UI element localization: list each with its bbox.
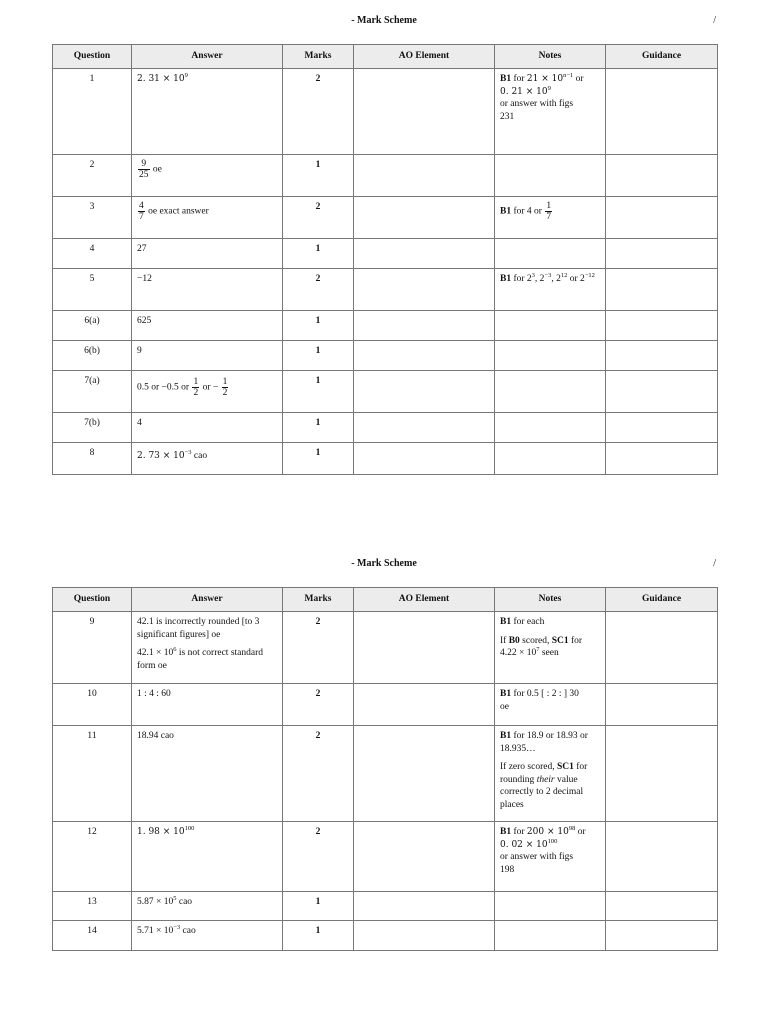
table-row xyxy=(53,155,718,197)
question-cell: 7(a) xyxy=(53,371,132,413)
table-row xyxy=(53,726,718,822)
ao-element-cell xyxy=(354,269,495,311)
marks-cell: 2 xyxy=(283,69,354,155)
marks-cell: 1 xyxy=(283,239,354,269)
table-row xyxy=(53,892,718,921)
answer-cell: 1 : 4 : 60 xyxy=(132,684,283,726)
notes-cell xyxy=(495,921,606,951)
marks-cell: 1 xyxy=(283,371,354,413)
marks-cell: 1 xyxy=(283,921,354,951)
notes-cell: B1 for 18.9 or 18.93 or 18.935… If zero scored, SC1 for rounding their value correctly to 2 decimal places xyxy=(495,726,606,822)
answer-cell: 1. $98 \times 10^{100}$ xyxy=(132,822,283,892)
ao-element-cell xyxy=(354,371,495,413)
ao-element-cell xyxy=(354,612,495,684)
guidance-cell xyxy=(606,341,718,371)
column-header-question: Question xyxy=(53,588,132,612)
column-header-notes: Notes xyxy=(495,45,606,69)
guidance-cell xyxy=(606,371,718,413)
answer-cell: 2. $73 \times 10^{-3}$ cao xyxy=(132,443,283,475)
marks-cell: 2 xyxy=(283,684,354,726)
table-row xyxy=(53,197,718,239)
answer-cell: $\frac{4}{7}$ oe exact answer xyxy=(132,197,283,239)
ao-element-cell xyxy=(354,341,495,371)
notes-cell: B1 for 4 or $\frac{1}{7}$ xyxy=(495,197,606,239)
ao-element-cell xyxy=(354,443,495,475)
question-cell: 12 xyxy=(53,822,132,892)
question-cell: 7(b) xyxy=(53,413,132,443)
ao-element-cell xyxy=(354,239,495,269)
answer-cell: 0.5 or −0.5 or $\frac{1}{2}$ or − $\frac{1}{2}$ xyxy=(132,371,283,413)
notes-cell xyxy=(495,443,606,475)
column-header-ao-element: AO Element xyxy=(354,45,495,69)
answer-cell: 2. $31 \times 10^9$ xyxy=(132,69,283,155)
guidance-cell xyxy=(606,69,718,155)
page-marker: / xyxy=(713,558,716,569)
question-cell: 9 xyxy=(53,612,132,684)
table-row xyxy=(53,311,718,341)
marks-cell: 2 xyxy=(283,726,354,822)
ao-element-cell xyxy=(354,155,495,197)
table-row xyxy=(53,69,718,155)
notes-cell xyxy=(495,155,606,197)
ao-element-cell xyxy=(354,69,495,155)
column-header-notes: Notes xyxy=(495,588,606,612)
notes-cell: B1 for $21 \times 10^{n-1}$ or 0. $21 \times 10^9$ or answer with figs 231 xyxy=(495,69,606,155)
question-cell: 10 xyxy=(53,684,132,726)
table-row xyxy=(53,684,718,726)
question-cell: 3 xyxy=(53,197,132,239)
answer-cell: 4 xyxy=(132,413,283,443)
question-cell: 6(a) xyxy=(53,311,132,341)
notes-cell: B1 for each If B0 scored, SC1 for $4.22 \times 10^7$ seen xyxy=(495,612,606,684)
table-row xyxy=(53,443,718,475)
marks-cell: 1 xyxy=(283,155,354,197)
table-header-row xyxy=(53,588,718,612)
page-title: - Mark Scheme xyxy=(351,558,417,569)
ao-element-cell xyxy=(354,684,495,726)
question-cell: 13 xyxy=(53,892,132,921)
guidance-cell xyxy=(606,413,718,443)
marks-cell: 2 xyxy=(283,269,354,311)
guidance-cell xyxy=(606,239,718,269)
table-row xyxy=(53,822,718,892)
answer-cell: −12 xyxy=(132,269,283,311)
guidance-cell xyxy=(606,311,718,341)
notes-cell: B1 for $2^3$, $2^{-3}$, $2^{12}$ or $2^{-12}$ xyxy=(495,269,606,311)
question-cell: 1 xyxy=(53,69,132,155)
answer-cell: $5.71 \times 10^{-3}$ cao xyxy=(132,921,283,951)
mark-scheme-table xyxy=(52,44,718,475)
table-row xyxy=(53,341,718,371)
column-header-answer: Answer xyxy=(132,588,283,612)
marks-cell: 2 xyxy=(283,822,354,892)
marks-cell: 1 xyxy=(283,892,354,921)
page-header xyxy=(0,15,768,29)
notes-cell xyxy=(495,413,606,443)
notes-cell xyxy=(495,239,606,269)
column-header-answer: Answer xyxy=(132,45,283,69)
marks-cell: 2 xyxy=(283,612,354,684)
mark-scheme-table xyxy=(52,587,718,951)
column-header-question: Question xyxy=(53,45,132,69)
column-header-guidance: Guidance xyxy=(606,45,718,69)
answer-cell: $5.87 \times 10^5$ cao xyxy=(132,892,283,921)
question-cell: 5 xyxy=(53,269,132,311)
guidance-cell xyxy=(606,726,718,822)
page-marker: / xyxy=(713,15,716,26)
column-header-guidance: Guidance xyxy=(606,588,718,612)
guidance-cell xyxy=(606,822,718,892)
ao-element-cell xyxy=(354,311,495,341)
question-cell: 8 xyxy=(53,443,132,475)
table-row xyxy=(53,413,718,443)
ao-element-cell xyxy=(354,197,495,239)
notes-cell xyxy=(495,892,606,921)
ao-element-cell xyxy=(354,413,495,443)
table-header-row xyxy=(53,45,718,69)
question-cell: 11 xyxy=(53,726,132,822)
question-cell: 4 xyxy=(53,239,132,269)
question-cell: 6(b) xyxy=(53,341,132,371)
guidance-cell xyxy=(606,155,718,197)
notes-cell xyxy=(495,341,606,371)
guidance-cell xyxy=(606,892,718,921)
table-row xyxy=(53,921,718,951)
answer-cell: 625 xyxy=(132,311,283,341)
notes-cell xyxy=(495,311,606,341)
notes-cell: B1 for 0.5 [ : 2 : ] 30 oe xyxy=(495,684,606,726)
notes-cell xyxy=(495,371,606,413)
question-cell: 14 xyxy=(53,921,132,951)
marks-cell: 2 xyxy=(283,197,354,239)
ao-element-cell xyxy=(354,822,495,892)
answer-cell: 42.1 is incorrectly rounded [to 3 significant figures] oe $42.1 \times 10^6$ is not correct standard form oe xyxy=(132,612,283,684)
question-cell: 2 xyxy=(53,155,132,197)
ao-element-cell xyxy=(354,921,495,951)
answer-cell: 27 xyxy=(132,239,283,269)
column-header-marks: Marks xyxy=(283,45,354,69)
guidance-cell xyxy=(606,443,718,475)
answer-cell: 9 xyxy=(132,341,283,371)
notes-cell: B1 for $200 \times 10^{98}$ or 0. $02 \times 10^{100}$ or answer with figs 198 xyxy=(495,822,606,892)
page-title: - Mark Scheme xyxy=(351,15,417,26)
column-header-ao-element: AO Element xyxy=(354,588,495,612)
marks-cell: 1 xyxy=(283,443,354,475)
ao-element-cell xyxy=(354,892,495,921)
table-row xyxy=(53,239,718,269)
guidance-cell xyxy=(606,197,718,239)
answer-cell: 18.94 cao xyxy=(132,726,283,822)
guidance-cell xyxy=(606,921,718,951)
page-header xyxy=(0,558,768,572)
guidance-cell xyxy=(606,612,718,684)
marks-cell: 1 xyxy=(283,311,354,341)
marks-cell: 1 xyxy=(283,341,354,371)
table-row xyxy=(53,269,718,311)
table-row xyxy=(53,612,718,684)
ao-element-cell xyxy=(354,726,495,822)
table-row xyxy=(53,371,718,413)
guidance-cell xyxy=(606,269,718,311)
guidance-cell xyxy=(606,684,718,726)
answer-cell: $\frac{9}{25}$ oe xyxy=(132,155,283,197)
marks-cell: 1 xyxy=(283,413,354,443)
column-header-marks: Marks xyxy=(283,588,354,612)
